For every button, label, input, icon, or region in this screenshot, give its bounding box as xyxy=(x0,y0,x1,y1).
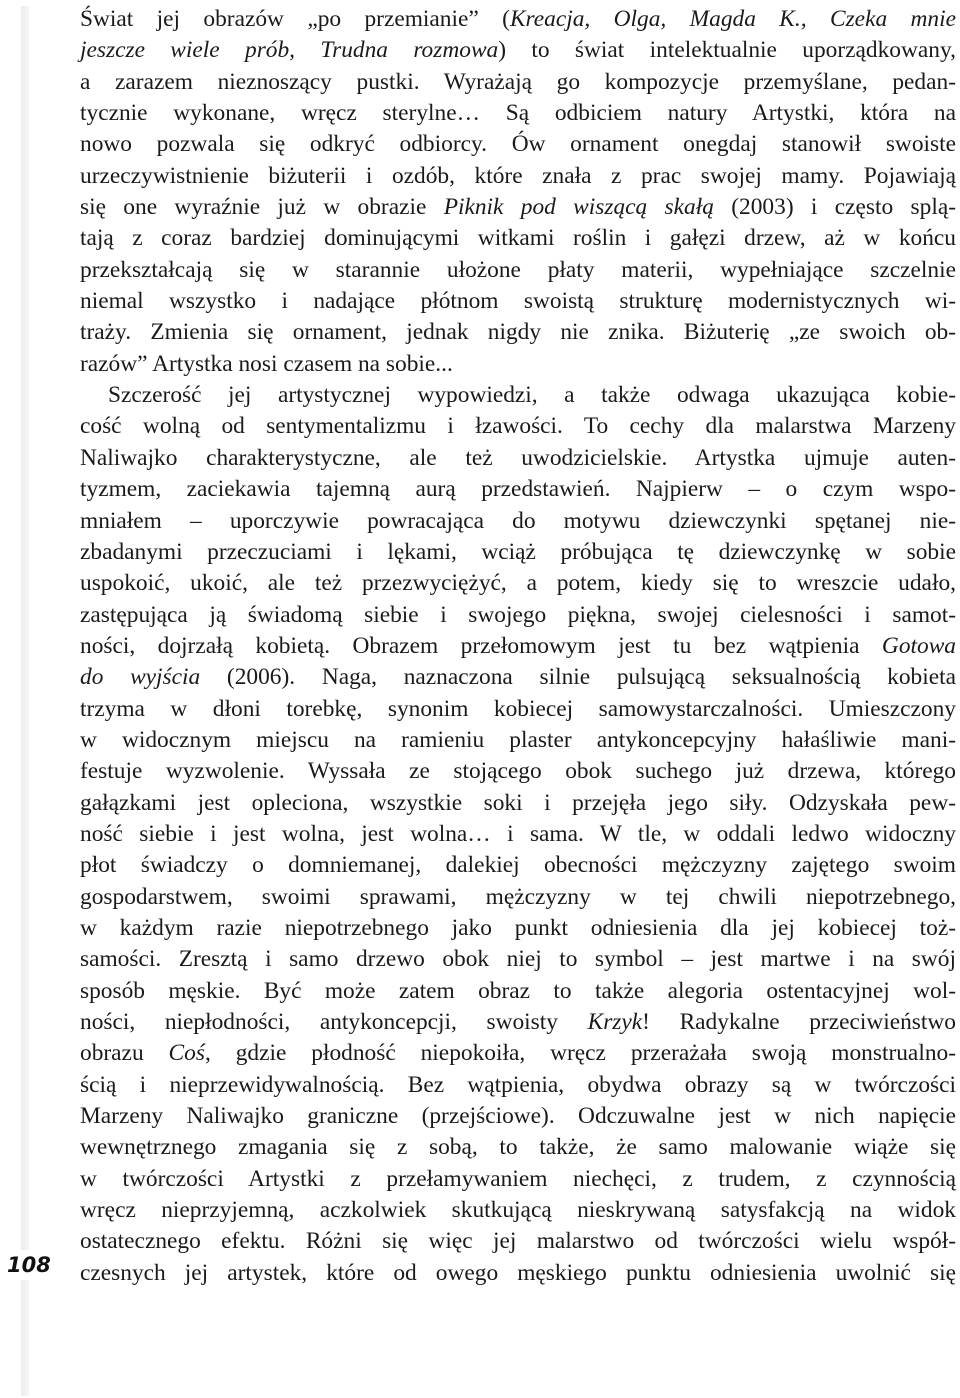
text-line xyxy=(80,4,956,35)
text-segment: tycznie wykonane, wręcz sterylne… Są odbiciem natury Artystki, która na xyxy=(80,100,956,127)
italic-title: Kreacja, Olga, Magda K., Czeka mnie xyxy=(509,6,956,32)
text-line xyxy=(80,600,956,631)
text-line xyxy=(80,474,956,505)
text-segment: w widocznym miejscu na ramieniu plaster antykoncepcyjny hałaśliwie mani- xyxy=(80,726,956,753)
text-line xyxy=(80,349,956,380)
italic-title: Krzyk xyxy=(587,1009,643,1035)
text-line xyxy=(80,443,956,474)
text-line xyxy=(80,537,956,568)
italic-title: Piknik pod wiszącą skałą xyxy=(443,194,714,221)
text-segment: wewnętrznego zmagania się z sobą, to także, że samo malowanie wiąże się xyxy=(80,1134,956,1161)
text-segment: ) to świat intelektualnie uporządkowany, xyxy=(498,37,956,64)
text-line xyxy=(80,788,956,819)
text-segment: w twórczości Artystki z przełamywaniem niechęci, z trudem, z czynnością xyxy=(80,1165,956,1192)
text-line xyxy=(80,1007,956,1038)
text-segment: ności, niepłodności, antykoncepcji, swoisty xyxy=(80,1009,588,1035)
text-line xyxy=(80,850,956,881)
text-segment: przekształcają się w starannie ułożone płaty materii, wypełniające szczelnie xyxy=(80,256,956,283)
text-segment: ności, dojrzałą kobietą. Obrazem przełomowym jest tu bez wątpienia xyxy=(80,632,882,659)
text-segment: a zarazem nieznoszący pustki. Wyrażają go kompozycje przemyślane, pedan- xyxy=(80,68,956,95)
text-line xyxy=(80,1258,956,1289)
text-segment: (2003) i często splą- xyxy=(713,194,956,221)
text-segment: płot świadczy o domniemanej, dalekiej obecności mężczyzny zajętego swoim xyxy=(80,852,956,879)
italic-title: Coś xyxy=(168,1040,205,1067)
text-line xyxy=(80,1164,956,1195)
text-line xyxy=(80,286,956,317)
text-segment: niemal wszystko i nadające płótnom swoistą strukturę modernistycznych wi- xyxy=(80,288,956,315)
text-line xyxy=(80,380,956,411)
text-line xyxy=(80,411,956,442)
text-segment: ostatecznego efektu. Różni się więc jej malarstwo od twórczości wielu współ- xyxy=(80,1228,956,1255)
text-line xyxy=(80,694,956,725)
text-line xyxy=(80,976,956,1007)
text-line xyxy=(80,192,956,223)
italic-title: do wyjścia xyxy=(80,664,201,691)
italic-title: Gotowa xyxy=(881,632,956,659)
text-line xyxy=(80,98,956,129)
text-line xyxy=(80,662,956,693)
text-line xyxy=(80,1101,956,1132)
text-segment: sposób męskie. Być może zatem obraz to także alegoria ostentacyjnej wol- xyxy=(80,977,956,1004)
text-segment: , gdzie płodność niepokoiła, wręcz przerażała swoją monstrualno- xyxy=(204,1040,956,1067)
text-line xyxy=(80,506,956,537)
text-line xyxy=(80,725,956,756)
text-segment: Świat jej obrazów „po przemianie” ( xyxy=(80,6,510,32)
text-line xyxy=(80,944,956,975)
text-line xyxy=(80,882,956,913)
text-segment: Naliwajko charakterystyczne, ale też uwodzicielskie. Artystka ujmuje auten- xyxy=(80,444,956,471)
text-segment: gospodarstwem, swoimi sprawami, mężczyzny w tej chwili niepotrzebnego, xyxy=(80,883,956,910)
text-segment: Marzeny Naliwajko graniczne (przejściowe). Odczuwalne jest w nich napięcie xyxy=(80,1103,956,1130)
text-segment: się one wyraźnie już w obrazie xyxy=(80,194,444,221)
text-segment: nowo pozwala się odkryć odbiorcy. Ów ornament onegdaj stanowił swoiste xyxy=(80,131,956,158)
text-segment: ! Radykalne przeciwieństwo xyxy=(642,1009,956,1035)
text-segment: urzeczywistnienie biżuterii i ozdób, które znała z prac swojej mamy. Pojawiają xyxy=(80,162,956,189)
text-line xyxy=(80,1070,956,1101)
text-segment: czesnych jej artystek, które od owego męskiego punktu odniesienia uwolnić się xyxy=(80,1259,956,1286)
text-segment: traży. Zmienia się ornament, jednak nigdy nie znika. Biżuterię „ze swoich ob- xyxy=(80,319,956,346)
text-segment: obrazu xyxy=(80,1040,169,1067)
text-segment: Szczerość jej artystycznej wypowiedzi, a także odwaga ukazująca kobie- xyxy=(108,382,956,409)
text-segment: zastępująca ją świadomą siebie i swojego piękna, swojej cielesności i samot- xyxy=(80,601,956,628)
text-segment: ścią i nieprzewidywalnością. Bez wątpienia, obydwa obrazy są w twórczości xyxy=(80,1071,956,1098)
text-line xyxy=(80,223,956,254)
text-line xyxy=(80,129,956,160)
text-line xyxy=(80,819,956,850)
text-line xyxy=(80,161,956,192)
page-number: 108 xyxy=(7,1250,51,1280)
text-line xyxy=(80,1226,956,1257)
text-segment: wręcz nieprzyjemną, aczkolwiek skutkującą nieskrywaną satysfakcją na widok xyxy=(80,1197,956,1224)
text-segment: cość wolną od sentymentalizmu i łzawości. To cechy dla malarstwa Marzeny xyxy=(80,413,956,440)
text-line xyxy=(80,756,956,787)
text-segment: festuje wyzwolenie. Wyssała ze stojącego obok suchego już drzewa, którego xyxy=(80,758,956,785)
text-line xyxy=(80,1195,956,1226)
text-line xyxy=(80,631,956,662)
text-segment: samości. Zresztą i samo drzewo obok niej to symbol – jest martwe i na swój xyxy=(80,946,956,973)
text-segment: ność siebie i jest wolna, jest wolna… i sama. W tle, w oddali ledwo widoczny xyxy=(80,820,956,847)
text-segment: uspokoić, ukoić, ale też przezwyciężyć, a potem, kiedy się to wreszcie udało, xyxy=(80,570,956,597)
text-segment: tają z coraz bardziej dominującymi witkami roślin i gałęzi drzew, aż w końcu xyxy=(80,225,956,252)
text-line xyxy=(80,913,956,944)
text-segment: tyzmem, zaciekawia tajemną aurą przedstawień. Najpierw – o czym wspo- xyxy=(80,476,956,503)
margin-bar xyxy=(21,6,29,1396)
italic-title: jeszcze wiele prób, Trudna rozmowa xyxy=(80,37,499,64)
text-segment: razów” Artystka nosi czasem na sobie... xyxy=(80,350,453,377)
text-line xyxy=(80,255,956,286)
text-line xyxy=(80,35,956,66)
text-segment: gałązkami jest opleciona, wszystkie soki i przejęła jego siły. Odzyskała pew- xyxy=(80,789,956,816)
text-segment: (2006). Naga, naznaczona silnie pulsującą seksualnością kobieta xyxy=(200,664,956,691)
text-line xyxy=(80,67,956,98)
text-line xyxy=(80,317,956,348)
body-text xyxy=(80,4,956,1289)
text-segment: zbadanymi przeczuciami i lękami, wciąż próbująca tę dziewczynkę w sobie xyxy=(80,538,956,565)
text-line xyxy=(80,1038,956,1069)
text-segment: mniałem – uporczywie powracająca do motywu dziewczynki spętanej nie- xyxy=(80,507,956,534)
text-segment: trzyma w dłoni torebkę, synonim kobiecej samowystarczalności. Umieszczony xyxy=(80,695,956,722)
text-segment: w każdym razie niepotrzebnego jako punkt odniesienia dla jej kobiecej toż- xyxy=(80,914,956,941)
text-line xyxy=(80,568,956,599)
text-line xyxy=(80,1132,956,1163)
